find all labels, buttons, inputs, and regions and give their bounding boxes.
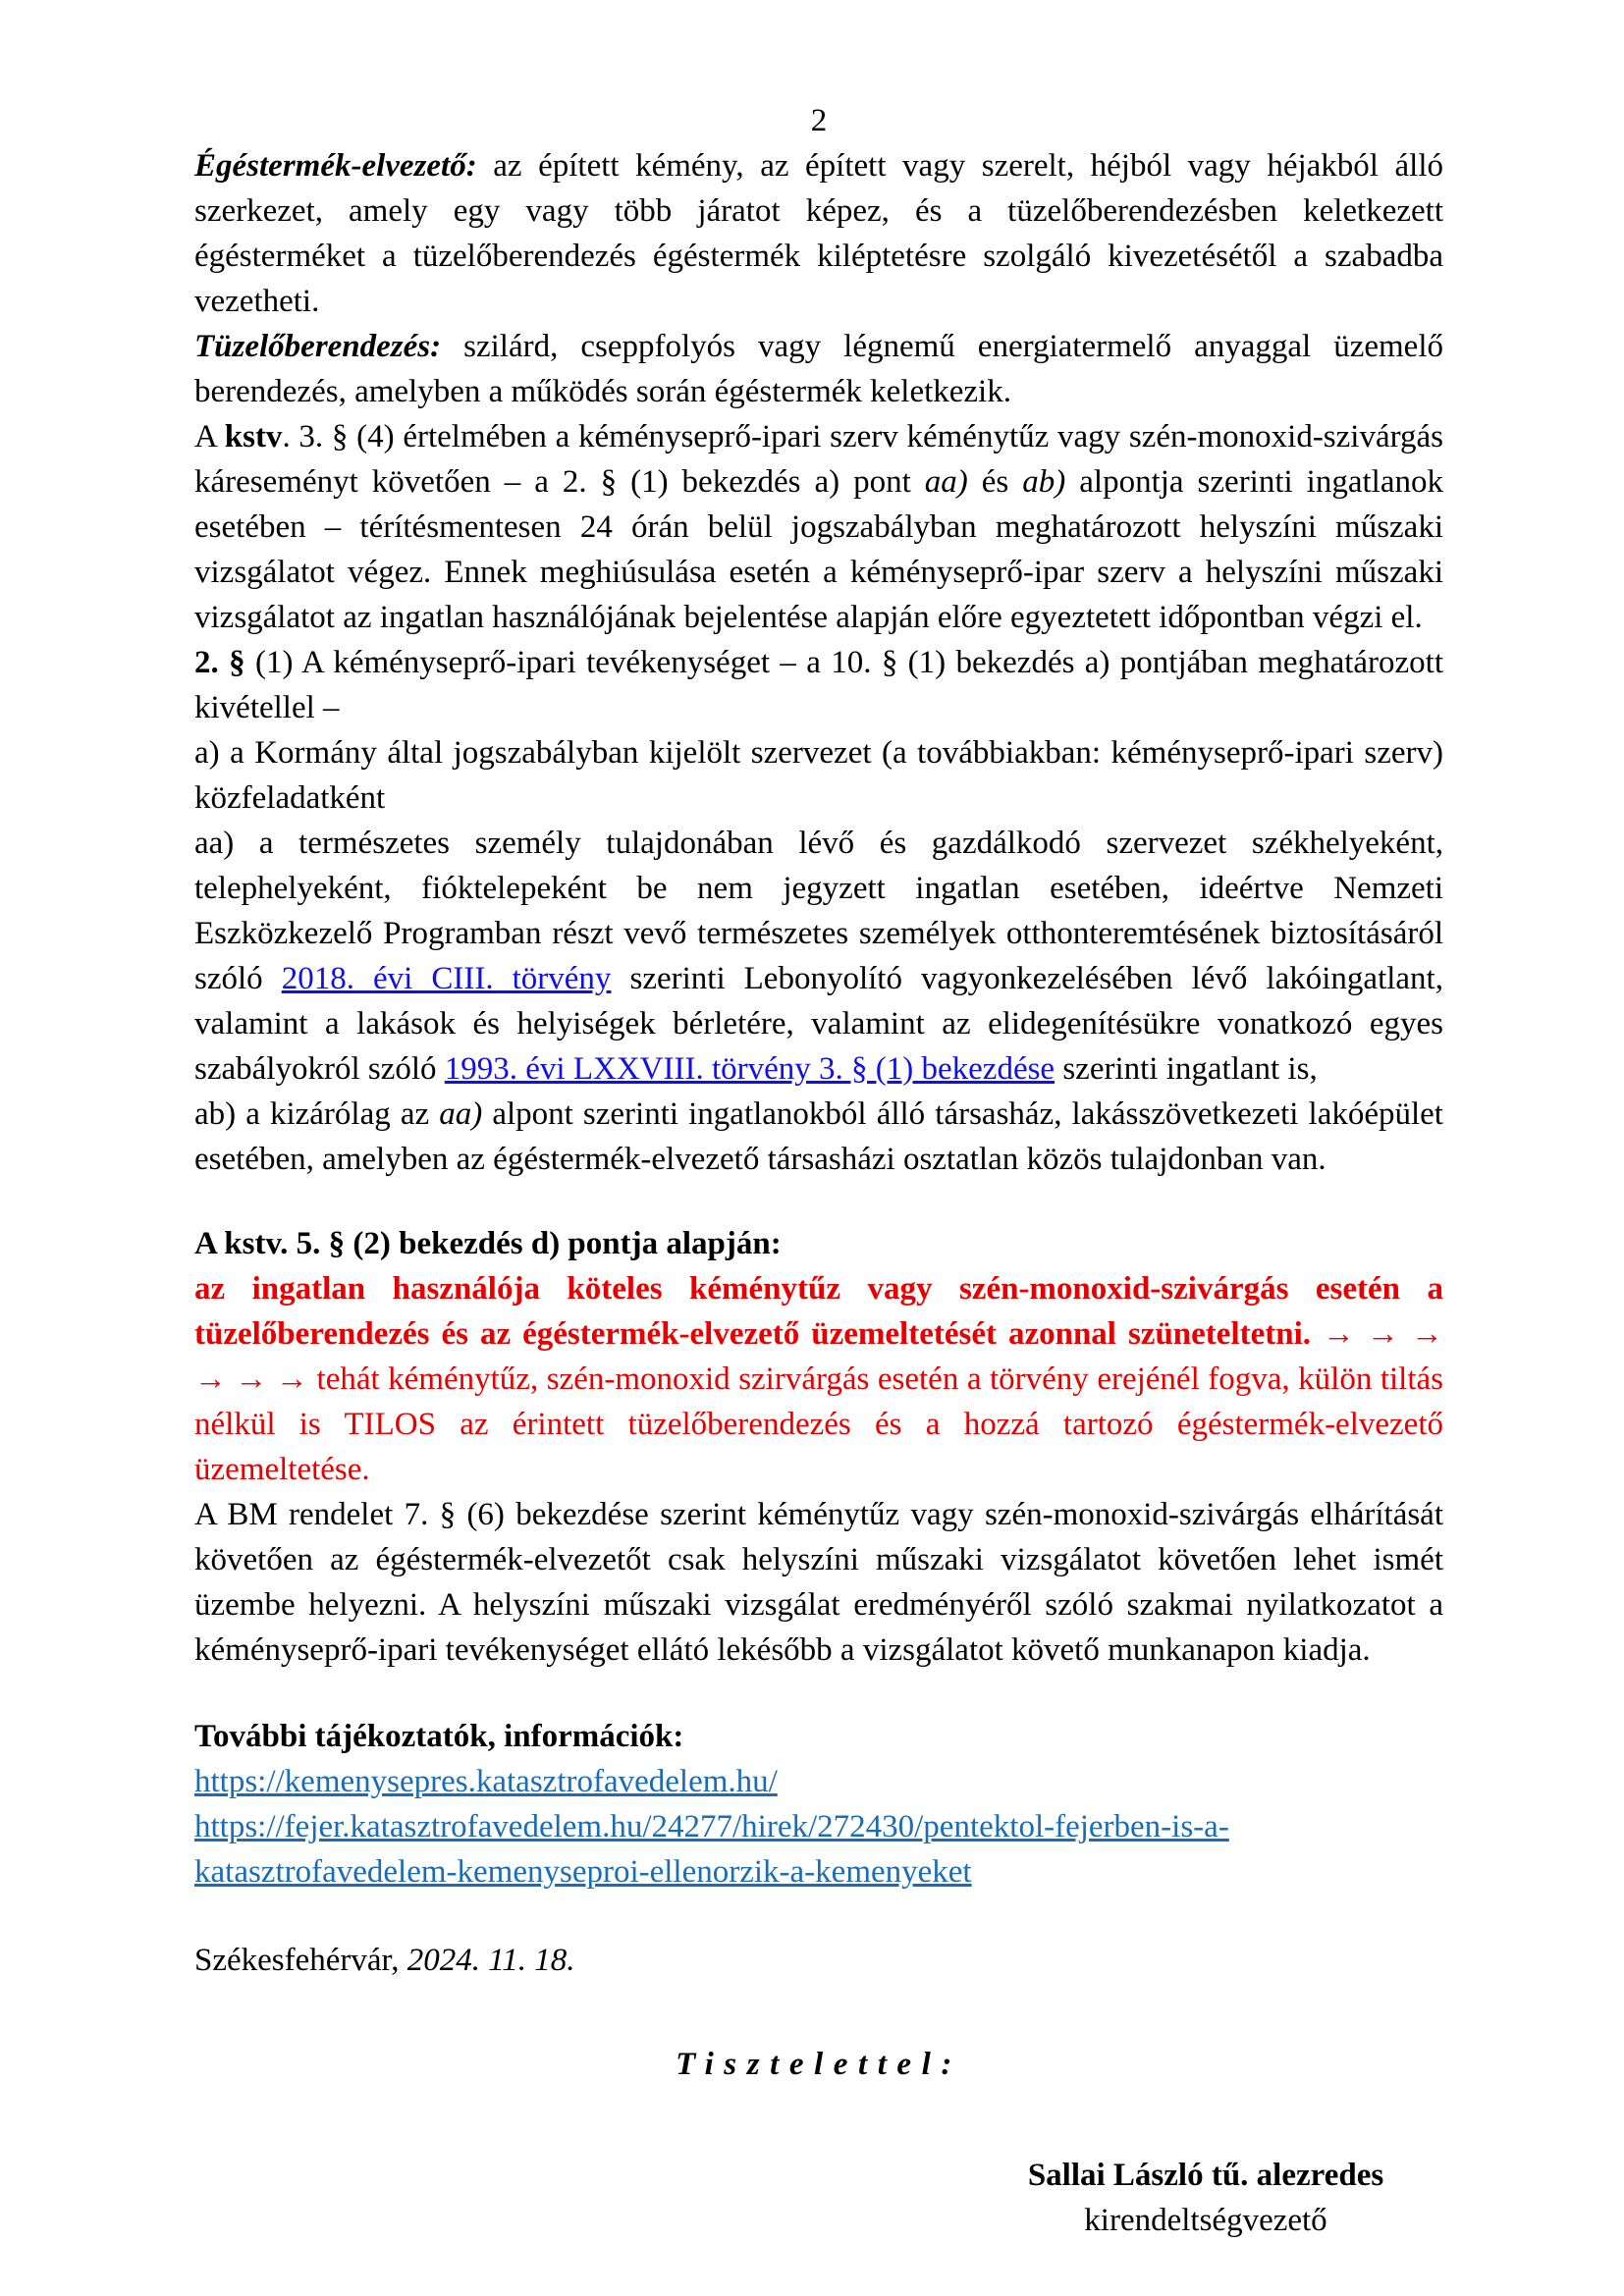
kstv3-text-2: . 3. § (4) értelmében a kéményseprő-ipari szerv kéménytűz vagy szén-monoxid-szivárgás káreseményt követően – a 2. § (1) bekezdés a) pont (194, 419, 1443, 500)
definition-egestermek-paragraph (194, 143, 1443, 324)
kstv5-red-paragraph (194, 1266, 1443, 1492)
info-link-fejer-news[interactable]: https://fejer.katasztrofavedelem.hu/24277/hirek/272430/pentektol-fejerben-is-a-katasztrofavedelem-kemenyseproi-ellenorzik-a-kemenyeket (194, 1809, 1229, 1890)
definition-tuzelo-term: Tüzelőberendezés: (194, 329, 442, 364)
section2-point-ab-paragraph (194, 1092, 1443, 1182)
point-ab-text-2: alpont szerinti ingatlanokból álló társasház, lakásszövetkezeti lakóépület esetében, amelyben az égéstermék-elvezető társasházi osztatlan közös tulajdonban van. (194, 1096, 1443, 1177)
signature-block (882, 2153, 1530, 2243)
definition-tuzelo-body: szilárd, cseppfolyós vagy légnemű energiatermelő anyaggal üzemelő berendezés, amelyben a működés során égéstermék keletkezik. (194, 329, 1443, 409)
definition-egestermek-term: Égéstermék-elvezető: (194, 148, 477, 184)
point-aa-text-3: szerinti ingatlant is, (1055, 1051, 1318, 1087)
page-number: 2 (810, 103, 828, 138)
info-heading: További tájékoztatók, információk: (194, 1719, 684, 1754)
info-link1-line (194, 1759, 1443, 1804)
kstv5-red-bold: az ingatlan használója köteles kéménytűz vagy szén-monoxid-szivárgás esetén a tüzelőberendezés és az égéstermék-elvezető üzemeltetését azonnal szüneteltetni. → → → (194, 1271, 1443, 1352)
kstv3-ab-italic: ab) (1022, 464, 1066, 500)
signature-name: Sallai László tű. alezredes (1027, 2158, 1384, 2193)
kstv3-aa-italic: aa) (924, 464, 968, 500)
law-link-2018-ciii[interactable]: 2018. évi CIII. törvény (281, 961, 612, 996)
point-ab-text-1: ab) a kizárólag az (194, 1096, 440, 1132)
kstv3-paragraph (194, 414, 1443, 640)
closing-salutation: Tisztelettel: (676, 2047, 962, 2082)
section2-point-aa-paragraph (194, 821, 1443, 1092)
point-aa-text-2: szerinti Lebonyolító vagyonkezelésében lévő lakóingatlant, valamint a lakások és helyiségek bérletére, valamint az elidegenítésükre vonatkozó egyes szabályokról szóló (194, 961, 1443, 1087)
kstv3-text-4: alpontja szerinti ingatlanok esetében – térítésmentesen 24 órán belül jogszabályban meghatározott helyszíni műszaki vizsgálatot végez. Ennek meghiúsulása esetén a kéményseprő-ipar szerv a helyszíni műszaki vizsgálatot az ingatlan használójának bejelentése alapján előre egyeztetett időpontban végzi el. (194, 464, 1443, 635)
law-link-1993-lxxviii[interactable]: 1993. évi LXXVIII. törvény 3. § (1) bekezdése (444, 1051, 1056, 1087)
kstv3-text-3: és (967, 464, 1023, 500)
info-link2-line (194, 1804, 1443, 1895)
definition-egestermek-body: az épített kémény, az épített vagy szerelt, héjból vagy héjakból álló szerkezet, amely egy vagy több járatot képez, és a tüzelőberendezésben keletkezett égésterméket a tüzelőberendezés égéstermék kiléptetésre szolgáló kivezetésétől a szabadba vezetheti. (194, 148, 1443, 319)
section2-lead-rest: (1) A kéményseprő-ipari tevékenységet – a 10. § (1) bekezdés a) pontjában meghatározott kivétellel – (194, 645, 1444, 725)
signature-title: kirendeltségvezető (1084, 2203, 1327, 2238)
dateline-date: 2024. 11. 18. (399, 1943, 575, 1978)
dateline (194, 1938, 1443, 1983)
info-link-kemenysepres[interactable]: https://kemenysepres.katasztrofavedelem.hu/ (194, 1764, 778, 1799)
kstv5-red-rest: → → → tehát kéménytűz, szén-monoxid szirvárgás esetén a törvény erejénél fogva, külön tiltás nélkül is TILOS az érintett tüzelőberendezés és a hozzá tartozó égéstermék-elvezető üzemeltetése. (194, 1362, 1443, 1487)
point-ab-aa-italic: aa) (439, 1096, 483, 1132)
kstv3-text-1: A (194, 419, 225, 454)
bm-rendelet-paragraph: A BM rendelet 7. § (6) bekezdése szerint kéménytűz vagy szén-monoxid-szivárgás elhárítását követően az égéstermék-elvezetőt csak helyszíni műszaki vizsgálatot követően lehet ismét üzembe helyezni. A helyszíni műszaki vizsgálat eredményéről szóló szakmai nyilatkozatot a kéményseprő-ipari tevékenységet ellátó lekésőbb a vizsgálatot követő munkanapon kiadja. (194, 1497, 1443, 1668)
kstv5-heading: A kstv. 5. § (2) bekezdés d) pontja alapján: (194, 1226, 782, 1261)
kstv3-kstv-bold: kstv (224, 419, 283, 454)
section2-lead-bold: 2. § (194, 645, 245, 680)
section2-lead-paragraph (194, 640, 1443, 730)
point-aa-text-1: aa) a természetes személy tulajdonában lévő és gazdálkodó szervezet székhelyeként, telephelyeként, fióktelepeként be nem jegyzett ingatlan esetében, ideértve Nemzeti Eszközkezelő Programban részt vevő természetes személyek otthonteremtésének biztosításáról szóló (194, 826, 1443, 996)
section2-point-a-paragraph: a) a Kormány által jogszabályban kijelölt szervezet (a továbbiakban: kéményseprő-ipari szerv) közfeladatként (194, 735, 1443, 816)
dateline-place: Székesfehérvár, (194, 1943, 400, 1978)
definition-tuzelo-paragraph (194, 324, 1443, 414)
